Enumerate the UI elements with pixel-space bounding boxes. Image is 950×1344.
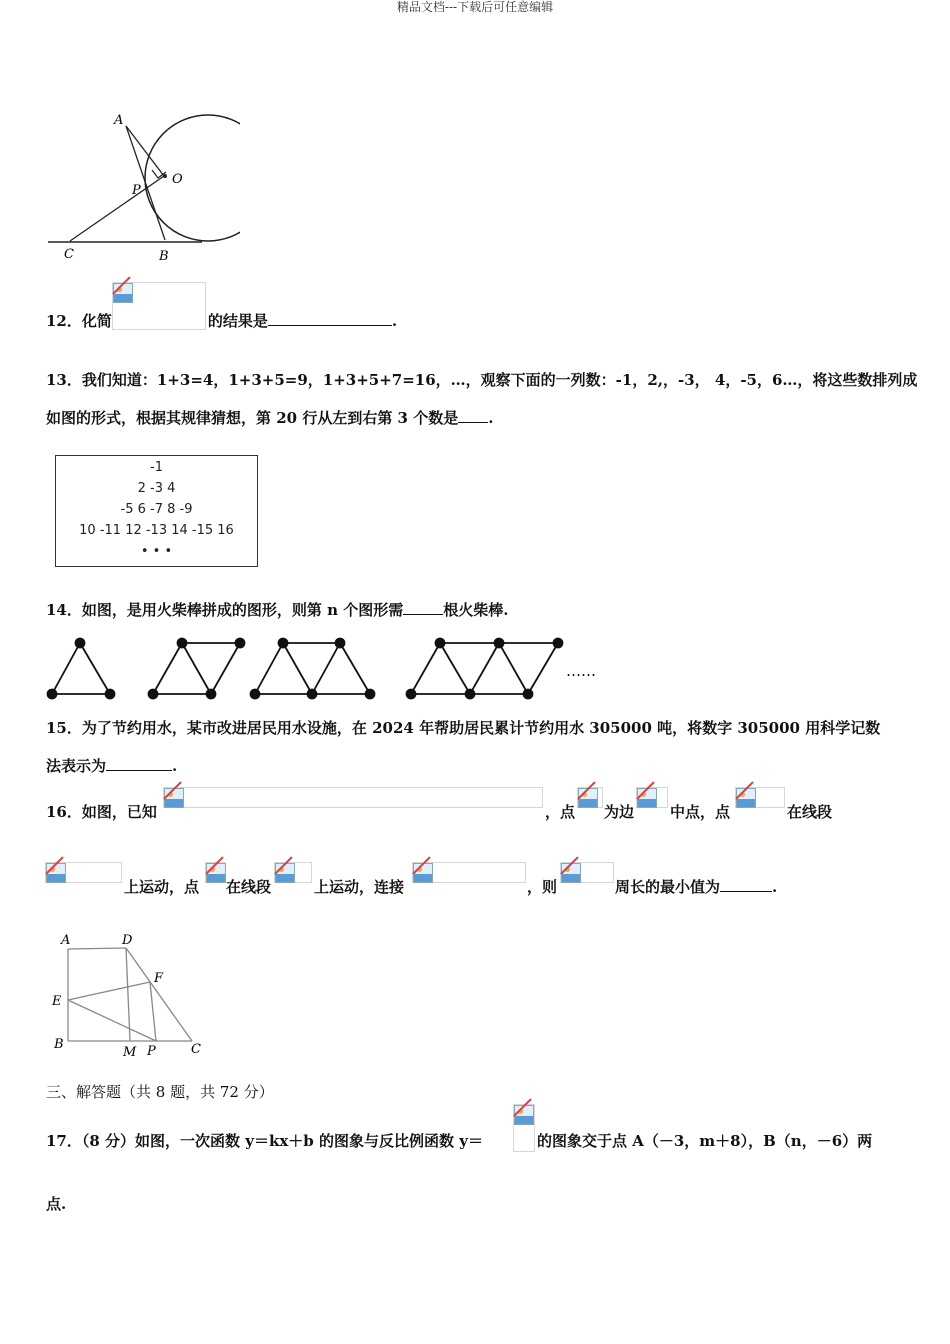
broken-image-icon (514, 1105, 534, 1125)
answer-blank (720, 877, 772, 892)
triangle-row: 2 -3 4 (137, 481, 176, 496)
question-16-f: 上运动，点 (124, 878, 200, 896)
circle-figure (40, 108, 240, 268)
formula-image-placeholder (735, 787, 785, 808)
matchstick-figure (40, 632, 620, 704)
label-c: C (64, 247, 74, 262)
triangle-row: -5 6 -7 8 -9 (120, 502, 193, 517)
triangle-row: • • • (140, 544, 173, 559)
label-a: A (114, 113, 124, 128)
question-17-b: 的图象交于点 A（－3，m＋8），B（n，－6）两 (537, 1132, 873, 1150)
segment-co (70, 176, 164, 241)
label-m: M (123, 1045, 137, 1060)
formula-image-placeholder (412, 862, 526, 883)
matchstick-shape-1 (48, 639, 115, 699)
label-a: A (61, 933, 71, 948)
question-16-a: 16．如图，已知 (46, 803, 157, 821)
answer-blank (268, 311, 392, 326)
label-f: F (154, 971, 164, 986)
label-b: B (54, 1037, 64, 1052)
formula-image-placeholder (513, 1104, 535, 1152)
label-e: E (52, 994, 62, 1009)
question-16-d: 中点，点 (670, 803, 731, 821)
section-3-title: 三、解答题（共 8 题，共 72 分） (46, 1083, 274, 1101)
quadrilateral-figure (44, 928, 214, 1060)
formula-image-placeholder (205, 862, 225, 883)
broken-image-icon (206, 863, 226, 883)
label-o: O (172, 172, 183, 187)
formula-image-placeholder (560, 862, 614, 883)
formula-image-placeholder (163, 787, 543, 808)
question-17-a: 17．（8 分）如图，一次函数 y＝kx＋b 的图象与反比例函数 y＝ (46, 1132, 483, 1150)
label-p: P (147, 1044, 156, 1059)
broken-image-icon (46, 863, 66, 883)
question-12: 12．化简 的结果是 . (46, 312, 398, 330)
label-b: B (159, 249, 169, 264)
question-16-b: ，点 (545, 803, 576, 821)
question-16-c: 为边 (604, 803, 635, 821)
question-13-line1: 13．我们知道：1+3=4，1+3+5=9，1+3+5+7=16，…，观察下面的一列数：-1，2,，-3， 4，-5，6…，将这些数排列成 (46, 371, 918, 389)
question-16-j: 周长的最小值为 . (615, 878, 778, 896)
broken-image-icon (113, 283, 133, 303)
answer-blank (403, 600, 443, 615)
formula-image-placeholder (636, 787, 668, 808)
matchstick-shape-3 (251, 639, 375, 699)
triangle-row: -1 (150, 460, 163, 475)
matchstick-shape-4 (407, 639, 563, 699)
formula-image-placeholder (45, 862, 122, 883)
number-triangle-table (55, 455, 258, 567)
broken-image-icon (578, 788, 598, 808)
label-c: C (191, 1042, 201, 1057)
matchstick-shape-2 (149, 639, 245, 699)
triangle-row: 10 -11 12 -13 14 -15 16 (79, 523, 234, 538)
question-16-g: 在线段 (226, 878, 272, 896)
broken-image-icon (637, 788, 657, 808)
broken-image-icon (275, 863, 295, 883)
question-15-line2: 法表示为 . (46, 757, 178, 775)
question-17-c: 点. (46, 1195, 67, 1213)
answer-blank (106, 756, 172, 771)
broken-image-icon (561, 863, 581, 883)
question-14: 14．如图，是用火柴棒拼成的图形，则第 n 个图形需 根火柴棒. (46, 601, 509, 619)
center-dot (163, 174, 167, 178)
broken-image-icon (413, 863, 433, 883)
formula-image-placeholder (274, 862, 312, 883)
page-header: 精品文档---下载后可任意编辑 (396, 0, 554, 14)
question-16-i: ，则 (527, 878, 558, 896)
broken-image-icon (736, 788, 756, 808)
formula-image-placeholder (577, 787, 603, 808)
label-p: P (132, 183, 141, 198)
question-16-h: 上运动，连接 (314, 878, 405, 896)
question-16-e: 在线段 (787, 803, 833, 821)
question-13-line2: 如图的形式，根据其规律猜想，第 20 行从左到右第 3 个数是 . (46, 409, 494, 427)
ellipsis-text: …… (566, 662, 596, 680)
question-15-line1: 15．为了节约用水，某市改进居民用水设施，在 2024 年帮助居民累计节约用水 305000 吨，将数字 305000 用科学记数 (46, 719, 881, 737)
answer-blank (458, 408, 488, 423)
broken-image-icon (164, 788, 184, 808)
label-d: D (122, 933, 133, 948)
